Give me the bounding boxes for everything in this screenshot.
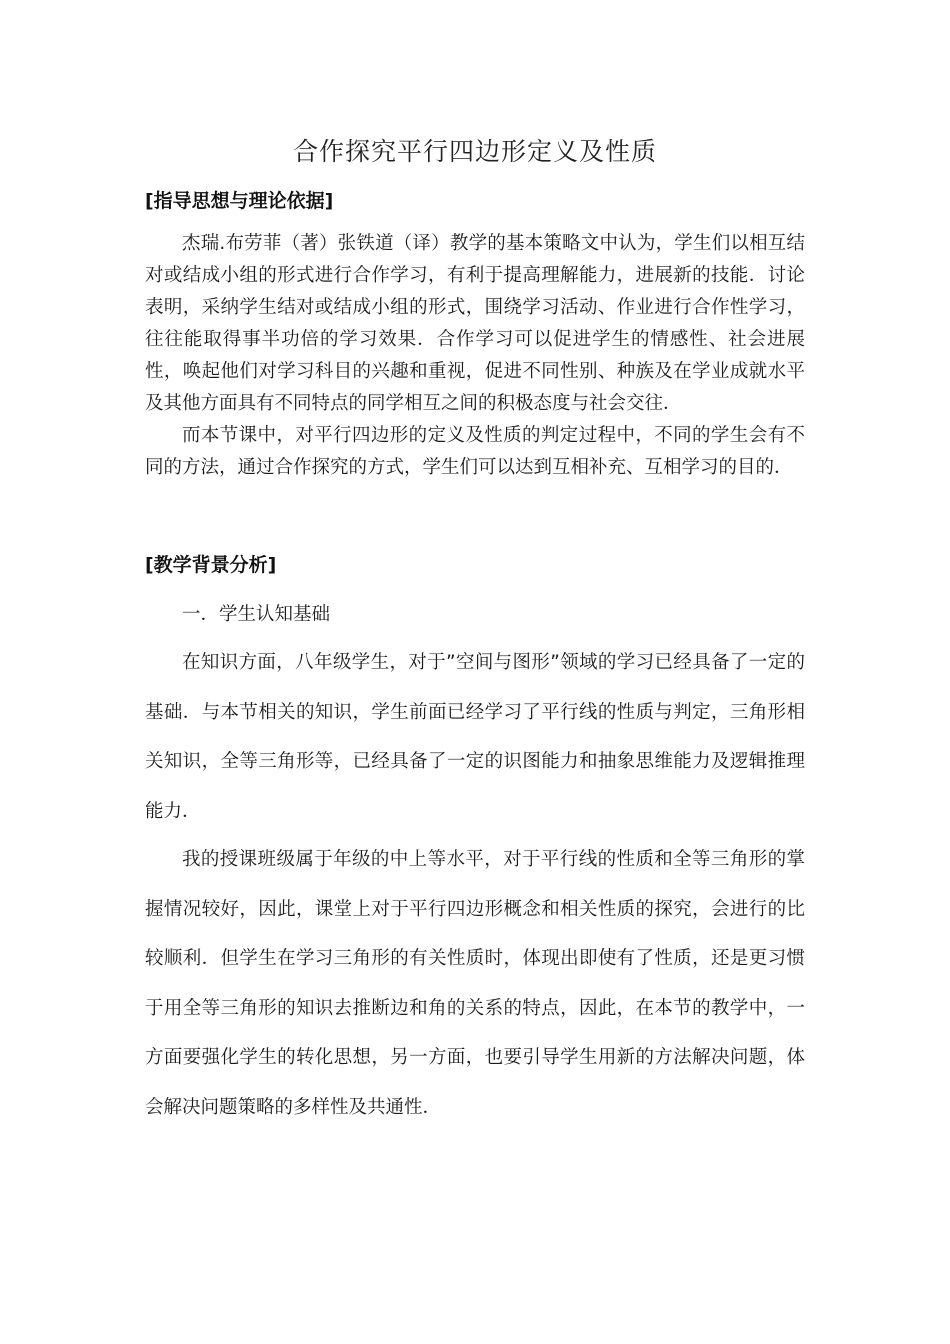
paragraph-theory-2: 而本节课中，对平行四边形的定义及性质的判定过程中，不同的学生会有不同的方法，通过合作探究的方式，学生们可以达到互相补充、互相学习的目的．	[145, 425, 805, 478]
subheading-cognitive-basis: 一．学生认知基础	[182, 604, 331, 625]
section-heading-background: [教学背景分析]	[145, 554, 277, 576]
paragraph-background-2: 我的授课班级属于年级的中上等水平，对于平行线的性质和全等三角形的掌握情况较好，因此，课堂上对于平行四边形概念和相关性质的探究，会进行的比较顺利．但学生在学习三角形的有关性质时，体现出即使有了性质，还是更习惯于用全等三角形的知识去推断边和角的关系的特点，因此，在本节的教学中，一方面要强化学生的转化思想，另一方面，也要引导学生用新的方法解决问题，体会解决问题策略的多样性及共通性．	[145, 849, 805, 1118]
section-heading-theory: [指导思想与理论依据]	[145, 190, 334, 212]
paragraph-background-1: 在知识方面，八年级学生，对于”空间与图形”领域的学习已经具备了一定的基础．与本节相关的知识，学生前面已经学习了平行线的性质与判定，三角形相关知识，全等三角形等，已经具备了一定的识图能力和抽象思维能力及逻辑推理能力．	[145, 652, 805, 822]
document-title: 合作探究平行四边形定义及性质	[292, 137, 657, 166]
paragraph-theory-1: 杰瑞.布劳菲（著）张铁道（译）教学的基本策略文中认为，学生们以相互结对或结成小组的形式进行合作学习，有利于提高理解能力，进展新的技能．讨论表明，采纳学生结对或结成小组的形式，围绕学习活动、作业进行合作性学习，往往能取得事半功倍的学习效果．合作学习可以促进学生的情感性、社会进展性，唤起他们对学习科目的兴趣和重视，促进不同性别、种族及在学业成就水平及其他方面具有不同特点的同学相互之间的积极态度与社会交往．	[145, 233, 805, 414]
